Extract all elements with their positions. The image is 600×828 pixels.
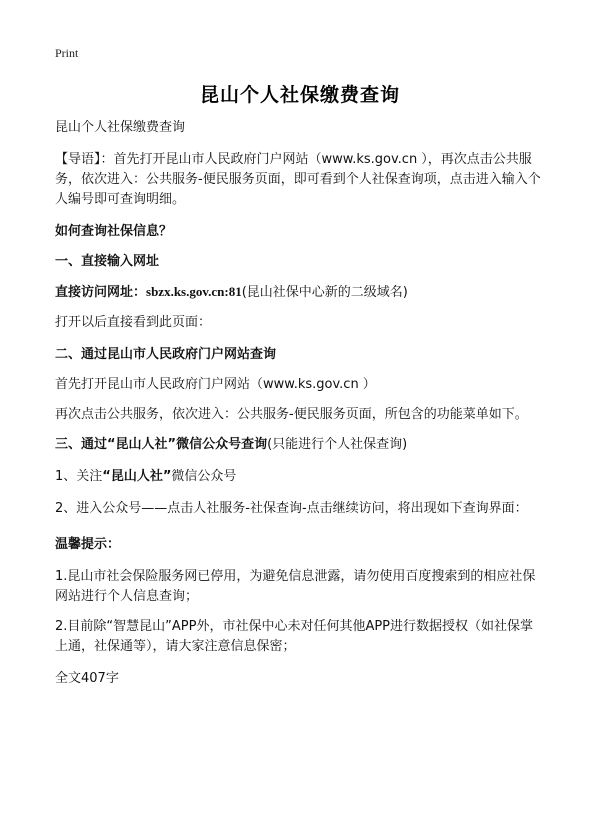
tip-2: 2.目前除“智慧昆山”APP外，市社保中心未对任何其他APP进行数据授权（如社保掌上通，社保通等），请大家注意信息保密； bbox=[55, 619, 534, 654]
step1-suffix: 微信公众号 bbox=[171, 469, 237, 484]
section3-heading-main: 三、通过“昆山人社”微信公众号查询 bbox=[55, 437, 268, 452]
section1-text: 打开以后直接看到此页面： bbox=[55, 315, 212, 330]
section1-heading: 一、直接输入网址 bbox=[55, 254, 160, 269]
intro-paragraph: 【导语】：首先打开昆山市人民政府门户网站（www.ks.gov.cn ），再次点击公共服务，依次进入：公共服务-便民服务页面，即可看到个人社保查询项，点击进入输入个人编号即可查询明细。 bbox=[55, 152, 541, 207]
step1-prefix: 1、关注 bbox=[55, 469, 103, 484]
direct-url-value: sbzx.ks.gov.cn:81 bbox=[146, 284, 242, 299]
article-body bbox=[55, 118, 545, 689]
section2-text2: 再次点击公共服务，依次进入：公共服务-便民服务页面，所包含的功能菜单如下。 bbox=[55, 407, 528, 422]
tip-1: 1.昆山市社会保险服务网已停用，为避免信息泄露，请勿使用百度搜索到的相应社保网站进行个人信息查询； bbox=[55, 569, 536, 604]
section3-step1 bbox=[55, 467, 545, 487]
article-subtitle: 昆山个人社保缴费查询 bbox=[55, 120, 186, 135]
print-link[interactable]: Print bbox=[55, 46, 79, 60]
section2-text1: 首先打开昆山市人民政府门户网站（www.ks.gov.cn ） bbox=[55, 377, 376, 392]
direct-url-note: (昆山社保中心新的二级域名) bbox=[241, 285, 408, 300]
word-count: 全文407字 bbox=[55, 671, 119, 686]
section3-heading-note: (只能进行个人社保查询) bbox=[267, 437, 408, 452]
question-heading: 如何查询社保信息？ bbox=[55, 224, 173, 239]
page-title: 昆山个人社保缴费查询 bbox=[199, 84, 400, 106]
direct-url-label: 直接访问网址： bbox=[55, 285, 147, 300]
tips-heading: 温馨提示： bbox=[55, 537, 121, 552]
section2-heading: 二、通过昆山市人民政府门户网站查询 bbox=[55, 347, 277, 362]
section3-heading bbox=[55, 435, 545, 455]
step1-account-name: “昆山人社” bbox=[102, 469, 172, 484]
direct-url-paragraph bbox=[55, 282, 545, 303]
section3-step2: 2、进入公众号——点击人社服务-社保查询-点击继续访问，将出现如下查询界面： bbox=[55, 501, 528, 516]
